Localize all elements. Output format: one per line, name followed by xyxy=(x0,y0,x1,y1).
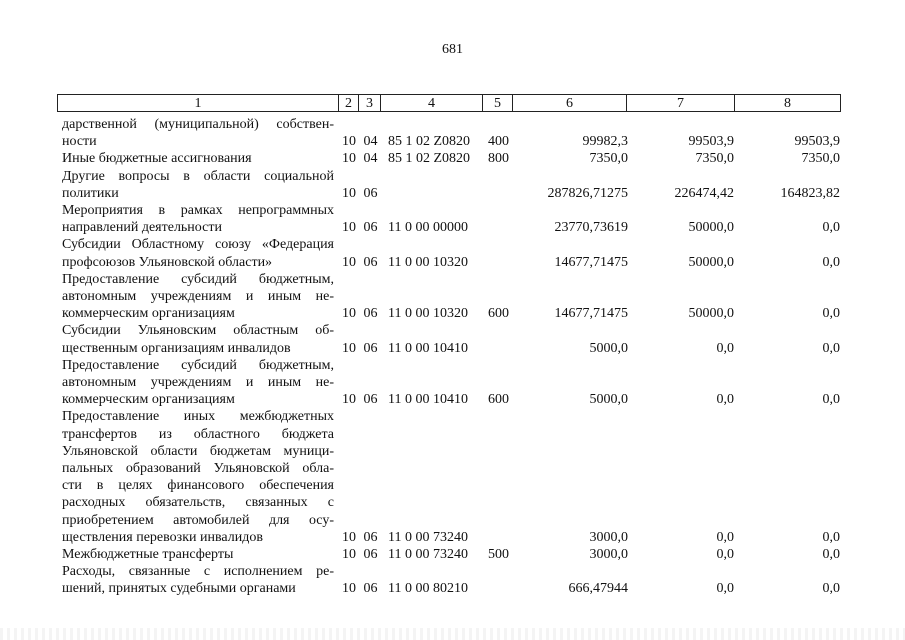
cell-c4: 11 0 00 10320 xyxy=(388,254,468,270)
cell-c4: 11 0 00 73240 xyxy=(388,547,468,562)
header-col-1: 1 xyxy=(57,94,339,112)
cell-c6: 5000,0 xyxy=(589,340,628,356)
cell-c6: 3000,0 xyxy=(589,547,628,562)
cell-c6: 287826,71275 xyxy=(547,185,628,201)
row-description xyxy=(62,563,334,597)
cell-c7: 99503,9 xyxy=(688,134,734,150)
cell-c6: 5000,0 xyxy=(589,392,628,408)
description-line: Иные бюджетные ассигнования xyxy=(62,151,252,167)
cell-c4: 85 1 02 Z0820 xyxy=(388,151,471,167)
cell-c4: 85 1 02 Z0820 xyxy=(388,134,471,150)
description-line: Предоставление субсидий бюджетным, xyxy=(62,271,334,287)
table-row xyxy=(0,236,905,270)
description-line: коммерческим организациям xyxy=(62,392,235,408)
cell-c6: 99982,3 xyxy=(582,134,628,150)
description-line: шений, принятых судебными органами xyxy=(62,581,296,597)
cell-c8: 0,0 xyxy=(822,220,840,236)
cell-c7: 7350,0 xyxy=(695,151,734,167)
description-line: коммерческим организациям xyxy=(62,306,235,322)
description-line: направлений деятельности xyxy=(62,220,222,236)
table-row xyxy=(0,168,905,202)
description-line: Межбюджетные трансферты xyxy=(62,547,234,562)
row-description xyxy=(62,236,334,270)
description-line: пальных образований Ульяновской обла- xyxy=(62,460,334,476)
cell-c2: 10 xyxy=(342,254,356,270)
cell-c2: 10 xyxy=(342,220,356,236)
cell-c8: 0,0 xyxy=(822,254,840,270)
row-description xyxy=(62,150,334,167)
description-line: Субсидии Ульяновским областным об- xyxy=(62,323,334,339)
scan-edge xyxy=(0,628,905,640)
cell-c4: 11 0 00 00000 xyxy=(388,220,468,236)
table-row xyxy=(0,563,905,597)
description-line: дарственной (муниципальной) собствен- xyxy=(62,117,334,132)
cell-c3: 06 xyxy=(363,529,378,545)
cell-c4: 11 0 00 10320 xyxy=(388,306,468,322)
table-row xyxy=(0,357,905,409)
cell-c5: 500 xyxy=(488,547,509,562)
cell-c3: 06 xyxy=(363,306,378,322)
table-row xyxy=(0,546,905,563)
cell-c4: 11 0 00 73240 xyxy=(388,529,468,545)
cell-c7: 50000,0 xyxy=(688,254,734,270)
cell-c2: 10 xyxy=(342,151,356,167)
cell-c5: 400 xyxy=(488,134,509,150)
cell-c8: 7350,0 xyxy=(801,151,840,167)
table-row xyxy=(0,408,905,546)
cell-c6: 23770,73619 xyxy=(554,220,628,236)
header-col-6: 6 xyxy=(513,94,627,112)
cell-c6: 14677,71475 xyxy=(554,306,628,322)
cell-c7: 50000,0 xyxy=(688,306,734,322)
description-line: автономным учреждениям и иным не- xyxy=(62,288,334,304)
header-col-3: 3 xyxy=(359,94,381,112)
description-line: Другие вопросы в области социальной xyxy=(62,168,334,184)
row-description xyxy=(62,546,334,563)
description-line: Мероприятия в рамках непрограммных xyxy=(62,203,334,218)
cell-c3: 04 xyxy=(363,151,378,167)
cell-c8: 0,0 xyxy=(822,529,840,545)
description-line: Субсидии Областному союзу «Федерация xyxy=(62,237,334,253)
description-line: Ульяновской области бюджетам муници- xyxy=(62,443,334,459)
row-description xyxy=(62,116,334,150)
cell-c5: 600 xyxy=(488,392,509,408)
description-line: приобретением автомобилей для осу- xyxy=(62,512,334,528)
cell-c7: 0,0 xyxy=(716,340,734,356)
table-row xyxy=(0,202,905,236)
cell-c2: 10 xyxy=(342,547,356,562)
cell-c2: 10 xyxy=(342,340,356,356)
row-description xyxy=(62,408,334,546)
cell-c4: 11 0 00 80210 xyxy=(388,581,468,597)
description-line: трансфертов из областного бюджета xyxy=(62,426,334,442)
cell-c8: 0,0 xyxy=(822,306,840,322)
cell-c3: 06 xyxy=(363,185,378,201)
description-line: профсоюзов Ульяновской области» xyxy=(62,254,273,270)
cell-c7: 0,0 xyxy=(716,392,734,408)
header-col-5: 5 xyxy=(483,94,513,112)
description-line: ности xyxy=(62,134,97,150)
cell-c2: 10 xyxy=(342,306,356,322)
cell-c2: 10 xyxy=(342,581,356,597)
table-row xyxy=(0,322,905,356)
cell-c8: 99503,9 xyxy=(794,134,840,150)
row-description xyxy=(62,168,334,202)
cell-c5: 600 xyxy=(488,306,509,322)
cell-c8: 0,0 xyxy=(822,547,840,562)
row-description xyxy=(62,202,334,236)
cell-c4: 11 0 00 10410 xyxy=(388,392,468,408)
description-line: автономным учреждениям и иным не- xyxy=(62,374,334,390)
row-description xyxy=(62,357,334,409)
description-line: сти в целях финансового обеспечения xyxy=(62,478,334,494)
cell-c2: 10 xyxy=(342,185,356,201)
cell-c7: 226474,42 xyxy=(674,185,734,201)
cell-c3: 06 xyxy=(363,581,378,597)
cell-c3: 04 xyxy=(363,134,378,150)
cell-c7: 0,0 xyxy=(716,581,734,597)
cell-c8: 0,0 xyxy=(822,340,840,356)
header-col-8: 8 xyxy=(735,94,841,112)
header-col-4: 4 xyxy=(381,94,483,112)
cell-c8: 0,0 xyxy=(822,581,840,597)
cell-c2: 10 xyxy=(342,134,356,150)
description-line: Предоставление иных межбюджетных xyxy=(62,409,334,425)
cell-c5: 800 xyxy=(488,151,509,167)
page-number: 681 xyxy=(442,42,463,57)
description-line: щественным организациям инвалидов xyxy=(62,340,291,356)
description-line: Расходы, связанные с исполнением ре- xyxy=(62,564,334,580)
row-description xyxy=(62,271,334,323)
cell-c8: 0,0 xyxy=(822,392,840,408)
cell-c6: 7350,0 xyxy=(589,151,628,167)
cell-c2: 10 xyxy=(342,392,356,408)
table-row xyxy=(0,271,905,323)
cell-c6: 14677,71475 xyxy=(554,254,628,270)
cell-c3: 06 xyxy=(363,220,378,236)
cell-c3: 06 xyxy=(363,340,378,356)
table-row xyxy=(0,150,905,167)
row-description xyxy=(62,322,334,356)
description-line: Предоставление субсидий бюджетным, xyxy=(62,357,334,373)
cell-c6: 3000,0 xyxy=(589,529,628,545)
cell-c7: 0,0 xyxy=(716,547,734,562)
table-row xyxy=(0,116,905,150)
description-line: ществления перевозки инвалидов xyxy=(62,529,263,545)
cell-c2: 10 xyxy=(342,529,356,545)
cell-c3: 06 xyxy=(363,547,378,562)
cell-c4: 11 0 00 10410 xyxy=(388,340,468,356)
cell-c7: 0,0 xyxy=(716,529,734,545)
header-col-7: 7 xyxy=(627,94,735,112)
cell-c3: 06 xyxy=(363,254,378,270)
description-line: политики xyxy=(62,185,119,201)
description-line: расходных обязательств, связанных с xyxy=(62,495,334,511)
cell-c7: 50000,0 xyxy=(688,220,734,236)
cell-c6: 666,47944 xyxy=(568,581,628,597)
cell-c8: 164823,82 xyxy=(780,185,840,201)
header-col-2: 2 xyxy=(339,94,359,112)
cell-c3: 06 xyxy=(363,392,378,408)
